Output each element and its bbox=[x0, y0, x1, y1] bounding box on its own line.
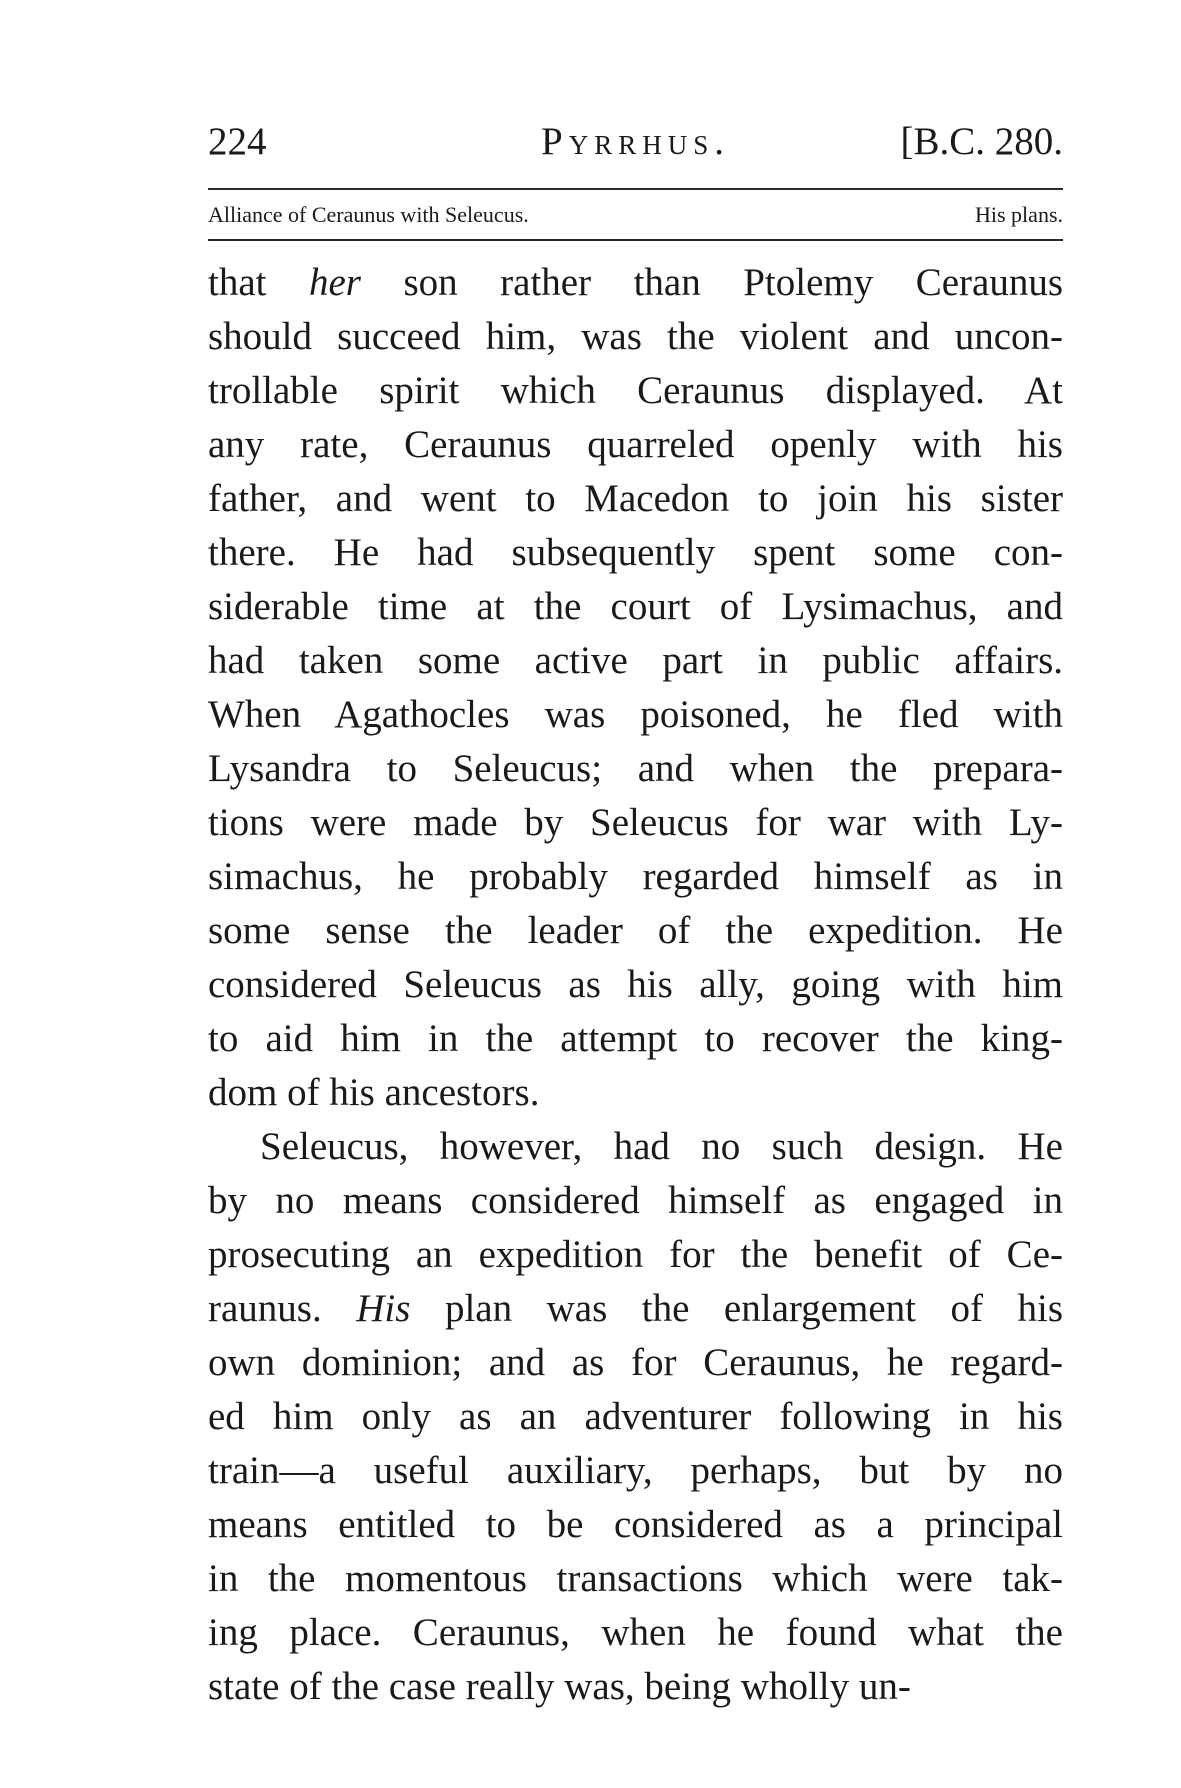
page-number: 224 bbox=[208, 120, 267, 163]
text-line bbox=[208, 256, 1063, 310]
text-line: any rate, Ceraunus quarreled openly with his bbox=[208, 423, 1063, 466]
text-line: When Agathocles was poisoned, he fled with bbox=[208, 693, 1063, 736]
text-segment: that bbox=[208, 261, 309, 304]
running-title: Pyrrhus. bbox=[541, 120, 730, 163]
text-line: Lysandra to Seleucus; and when the prepara- bbox=[208, 747, 1063, 790]
emphasized-word: her bbox=[308, 261, 361, 304]
text-line: there. He had subsequently spent some con- bbox=[208, 531, 1063, 574]
text-line: some sense the leader of the expedition. He bbox=[208, 909, 1063, 952]
text-line: simachus, he probably regarded himself as in bbox=[208, 855, 1063, 898]
page-header bbox=[208, 112, 1063, 172]
body-text bbox=[208, 256, 1063, 1714]
text-line: tions were made by Seleucus for war with Ly- bbox=[208, 801, 1063, 844]
text-line bbox=[208, 1282, 1063, 1336]
header-rule-top bbox=[208, 188, 1063, 190]
text-segment: raunus. bbox=[208, 1287, 357, 1330]
text-segment: son rather than Ptolemy Ceraunus bbox=[360, 261, 1064, 304]
text-line: should succeed him, was the violent and uncon- bbox=[208, 315, 1063, 358]
header-rule-bottom bbox=[208, 239, 1063, 241]
text-line: siderable time at the court of Lysimachus, and bbox=[208, 585, 1063, 628]
text-segment: plan was the enlargement of his bbox=[410, 1287, 1063, 1330]
text-line: had taken some active part in public affairs. bbox=[208, 639, 1063, 682]
date-range: [B.C. 280. bbox=[900, 120, 1063, 163]
text-line: prosecuting an expedition for the benefit of Ce- bbox=[208, 1233, 1063, 1276]
text-line: father, and went to Macedon to join his sister bbox=[208, 477, 1063, 520]
text-line: train—a useful auxiliary, perhaps, but by no bbox=[208, 1449, 1063, 1492]
text-line: means entitled to be considered as a principal bbox=[208, 1503, 1063, 1546]
text-line: in the momentous transactions which were tak- bbox=[208, 1557, 1063, 1600]
text-line: ed him only as an adventurer following in his bbox=[208, 1395, 1063, 1438]
text-line: trollable spirit which Ceraunus displayed. At bbox=[208, 369, 1063, 412]
text-line: to aid him in the attempt to recover the king- bbox=[208, 1017, 1063, 1060]
text-line: Seleucus, however, had no such design. He bbox=[260, 1125, 1063, 1168]
text-line: state of the case really was, being wholly un- bbox=[208, 1665, 911, 1708]
paragraph bbox=[208, 1120, 1063, 1714]
text-line: considered Seleucus as his ally, going with him bbox=[208, 963, 1063, 1006]
right-topic-heading: His plans. bbox=[975, 202, 1063, 227]
emphasized-word: His bbox=[356, 1287, 411, 1330]
text-line: by no means considered himself as engaged in bbox=[208, 1179, 1063, 1222]
subheader bbox=[208, 196, 1063, 234]
left-topic-heading: Alliance of Ceraunus with Seleucus. bbox=[208, 202, 529, 227]
text-line: own dominion; and as for Ceraunus, he regard- bbox=[208, 1341, 1063, 1384]
paragraph bbox=[208, 256, 1063, 1120]
text-line: dom of his ancestors. bbox=[208, 1071, 540, 1114]
text-line: ing place. Ceraunus, when he found what the bbox=[208, 1611, 1063, 1654]
